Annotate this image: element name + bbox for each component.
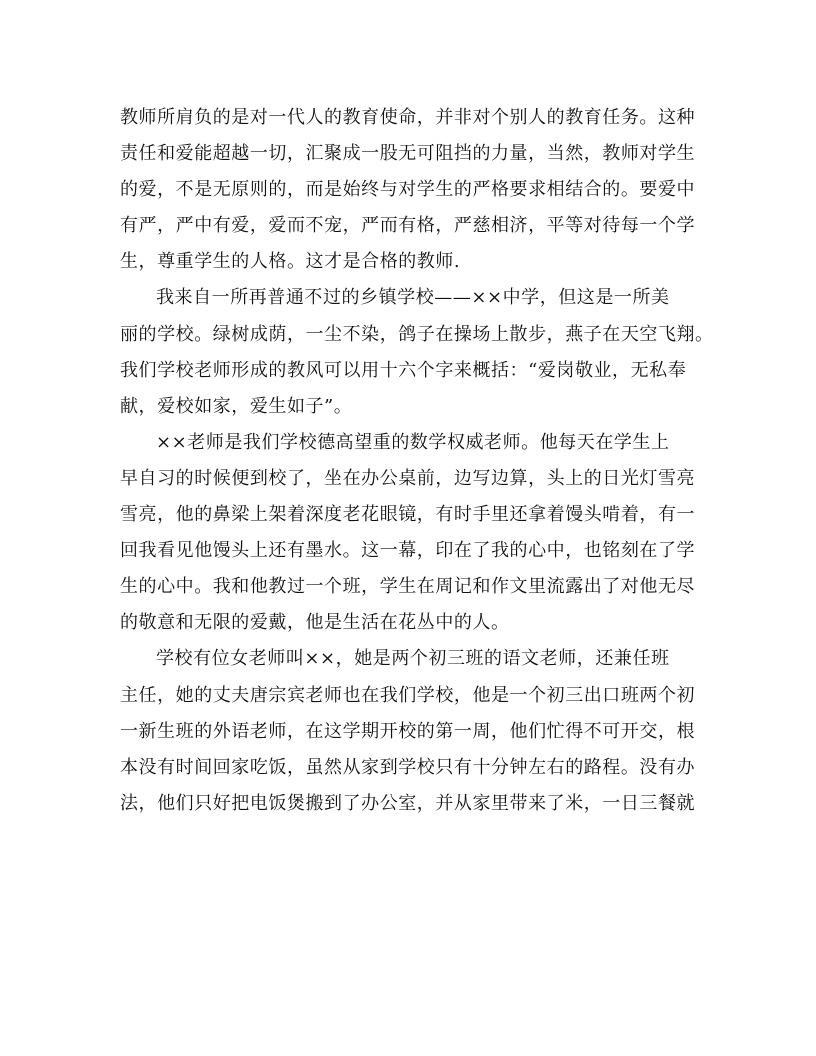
document-page — [120, 100, 714, 822]
text-line: 本没有时间回家吃饭，虽然从家到学校只有十分钟左右的路程。没有办 — [120, 756, 696, 778]
text-line: 主任，她的丈夫唐宗宾老师也在我们学校，他是一个初三出口班两个初 — [120, 684, 696, 706]
text-line: 生的心中。我和他教过一个班，学生在周记和作文里流露出了对他无尽 — [120, 576, 696, 598]
text-line: 回我看见他馒头上还有墨水。这一幕，印在了我的心中，也铭刻在了学 — [120, 540, 696, 562]
text-line: 教师所肩负的是对一代人的教育使命，并非对个别人的教育任务。这种 — [120, 107, 696, 128]
paragraph — [120, 100, 700, 280]
text-line: 我们学校老师形成的教风可以用十六个字来概括：“爱岗敬业，无私奉 — [120, 359, 687, 381]
text-line: 的爱，不是无原则的，而是始终与对学生的严格要求相结合的。要爱中 — [120, 179, 696, 201]
text-line: 我来自一所再普通不过的乡镇学校——××中学，但这是一所美 — [156, 287, 670, 309]
paragraph — [120, 425, 700, 642]
text-line: 学校有位女老师叫××，她是两个初三班的语文老师，还兼任班 — [156, 648, 670, 670]
text-line: 雪亮，他的鼻梁上架着深度老花眼镜，有时手里还拿着馒头啃着，有一 — [120, 504, 696, 526]
text-line: 的敬意和无限的爱戴，他是生活在花丛中的人。 — [120, 612, 510, 634]
paragraph — [120, 280, 714, 424]
text-line: 献，爱校如家，爱生如子”。 — [120, 395, 353, 417]
text-line: 有严，严中有爱，爱而不宠，严而有格，严慈相济，平等对待每一个学 — [120, 215, 696, 237]
paragraph — [120, 641, 700, 821]
text-line: 丽的学校。绿树成荫，一尘不染，鸽子在操场上散步，燕子在天空飞翔。 — [120, 323, 714, 345]
text-line: 生，尊重学生的人格。这才是合格的教师. — [120, 251, 461, 273]
text-line: ××老师是我们学校德高望重的数学权威老师。他每天在学生上 — [156, 431, 670, 453]
text-line: 早自习的时候便到校了，坐在办公桌前，边写边算，头上的日光灯雪亮 — [120, 467, 696, 489]
text-line: 责任和爱能超越一切，汇聚成一股无可阻挡的力量，当然，教师对学生 — [120, 143, 696, 165]
text-line: 一新生班的外语老师，在这学期开校的第一周，他们忙得不可开交，根 — [120, 720, 696, 742]
text-line: 法，他们只好把电饭煲搬到了办公室，并从家里带来了米，一日三餐就 — [120, 792, 696, 814]
